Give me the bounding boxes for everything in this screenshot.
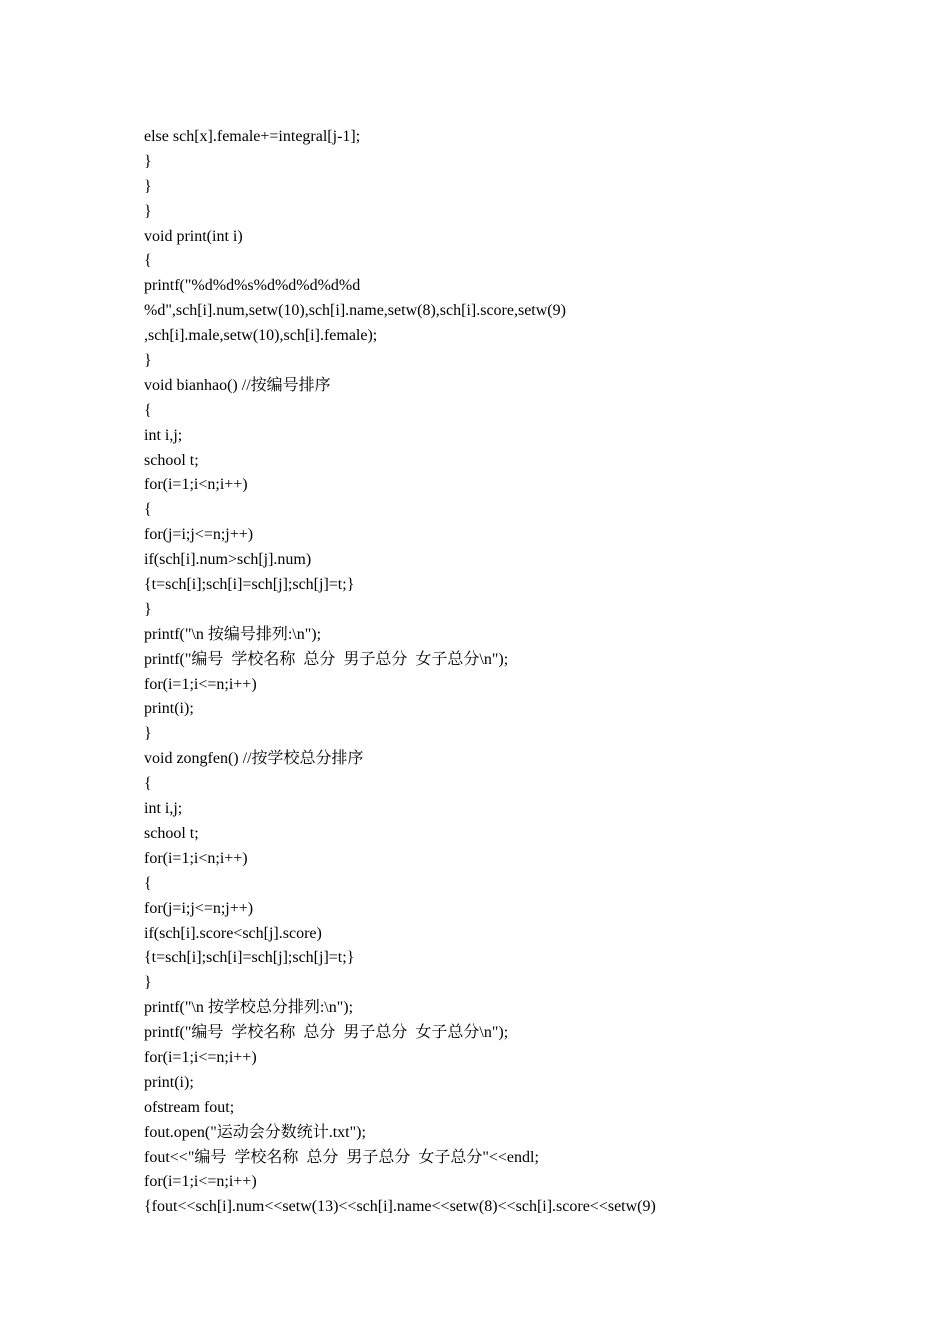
code-line: } — [144, 152, 152, 170]
code-line: ,sch[i].male,setw(10),sch[i].female); — [144, 327, 378, 345]
code-line: for(i=1;i<=n;i++) — [144, 675, 257, 693]
code-line: for(i=1;i<=n;i++) — [144, 1173, 257, 1191]
code-line: for(j=i;j<=n;j++) — [144, 526, 254, 544]
code-line: fout<<"编号 学校名称 总分 男子总分 女子总分"<<endl; — [144, 1148, 539, 1166]
code-line: void print(int i) — [144, 227, 243, 245]
code-line: printf("编号 学校名称 总分 男子总分 女子总分\n"); — [144, 650, 509, 668]
code-line: for(i=1;i<n;i++) — [144, 476, 248, 494]
code-line: ofstream fout; — [144, 1098, 235, 1116]
code-line: printf("%d%d%s%d%d%d%d%d — [144, 277, 361, 295]
code-line: school t; — [144, 451, 199, 469]
code-listing — [144, 126, 904, 1221]
code-line: } — [144, 600, 152, 618]
code-line: {t=sch[i];sch[i]=sch[j];sch[j]=t;} — [144, 949, 355, 967]
code-line: printf("\n 按编号排列:\n"); — [144, 625, 322, 643]
code-line: print(i); — [144, 700, 194, 718]
code-line: for(i=1;i<n;i++) — [144, 849, 248, 867]
code-line: school t; — [144, 824, 199, 842]
code-line: { — [144, 501, 152, 519]
code-line: printf("编号 学校名称 总分 男子总分 女子总分\n"); — [144, 1024, 509, 1042]
code-line: { — [144, 874, 152, 892]
code-line: else sch[x].female+=integral[j-1]; — [144, 128, 361, 145]
code-line: printf("\n 按学校总分排列:\n"); — [144, 999, 354, 1017]
code-line: } — [144, 202, 152, 220]
code-line: {fout<<sch[i].num<<setw(13)<<sch[i].name<<setw(8)<<sch[i].score<<setw(9) — [144, 1198, 656, 1216]
code-line: fout.open("运动会分数统计.txt"); — [144, 1123, 366, 1141]
code-line: void zongfen() //按学校总分排序 — [144, 750, 364, 768]
code-line: } — [144, 725, 152, 743]
code-line: void bianhao() //按编号排序 — [144, 376, 331, 394]
code-line: } — [144, 352, 152, 370]
code-line: for(i=1;i<=n;i++) — [144, 1048, 257, 1066]
code-line: } — [144, 974, 152, 992]
code-line: if(sch[i].num>sch[j].num) — [144, 551, 312, 569]
code-line: %d",sch[i].num,setw(10),sch[i].name,setw(8),sch[i].score,setw(9) — [144, 302, 566, 320]
code-line: } — [144, 177, 152, 195]
code-line: { — [144, 401, 152, 419]
code-line: int i,j; — [144, 426, 183, 444]
code-line: int i,j; — [144, 800, 183, 818]
code-line: print(i); — [144, 1073, 194, 1091]
code-line: { — [144, 252, 152, 270]
code-line: {t=sch[i];sch[i]=sch[j];sch[j]=t;} — [144, 576, 355, 594]
code-line: for(j=i;j<=n;j++) — [144, 899, 254, 917]
code-line: { — [144, 775, 152, 793]
code-line: if(sch[i].score<sch[j].score) — [144, 924, 322, 942]
